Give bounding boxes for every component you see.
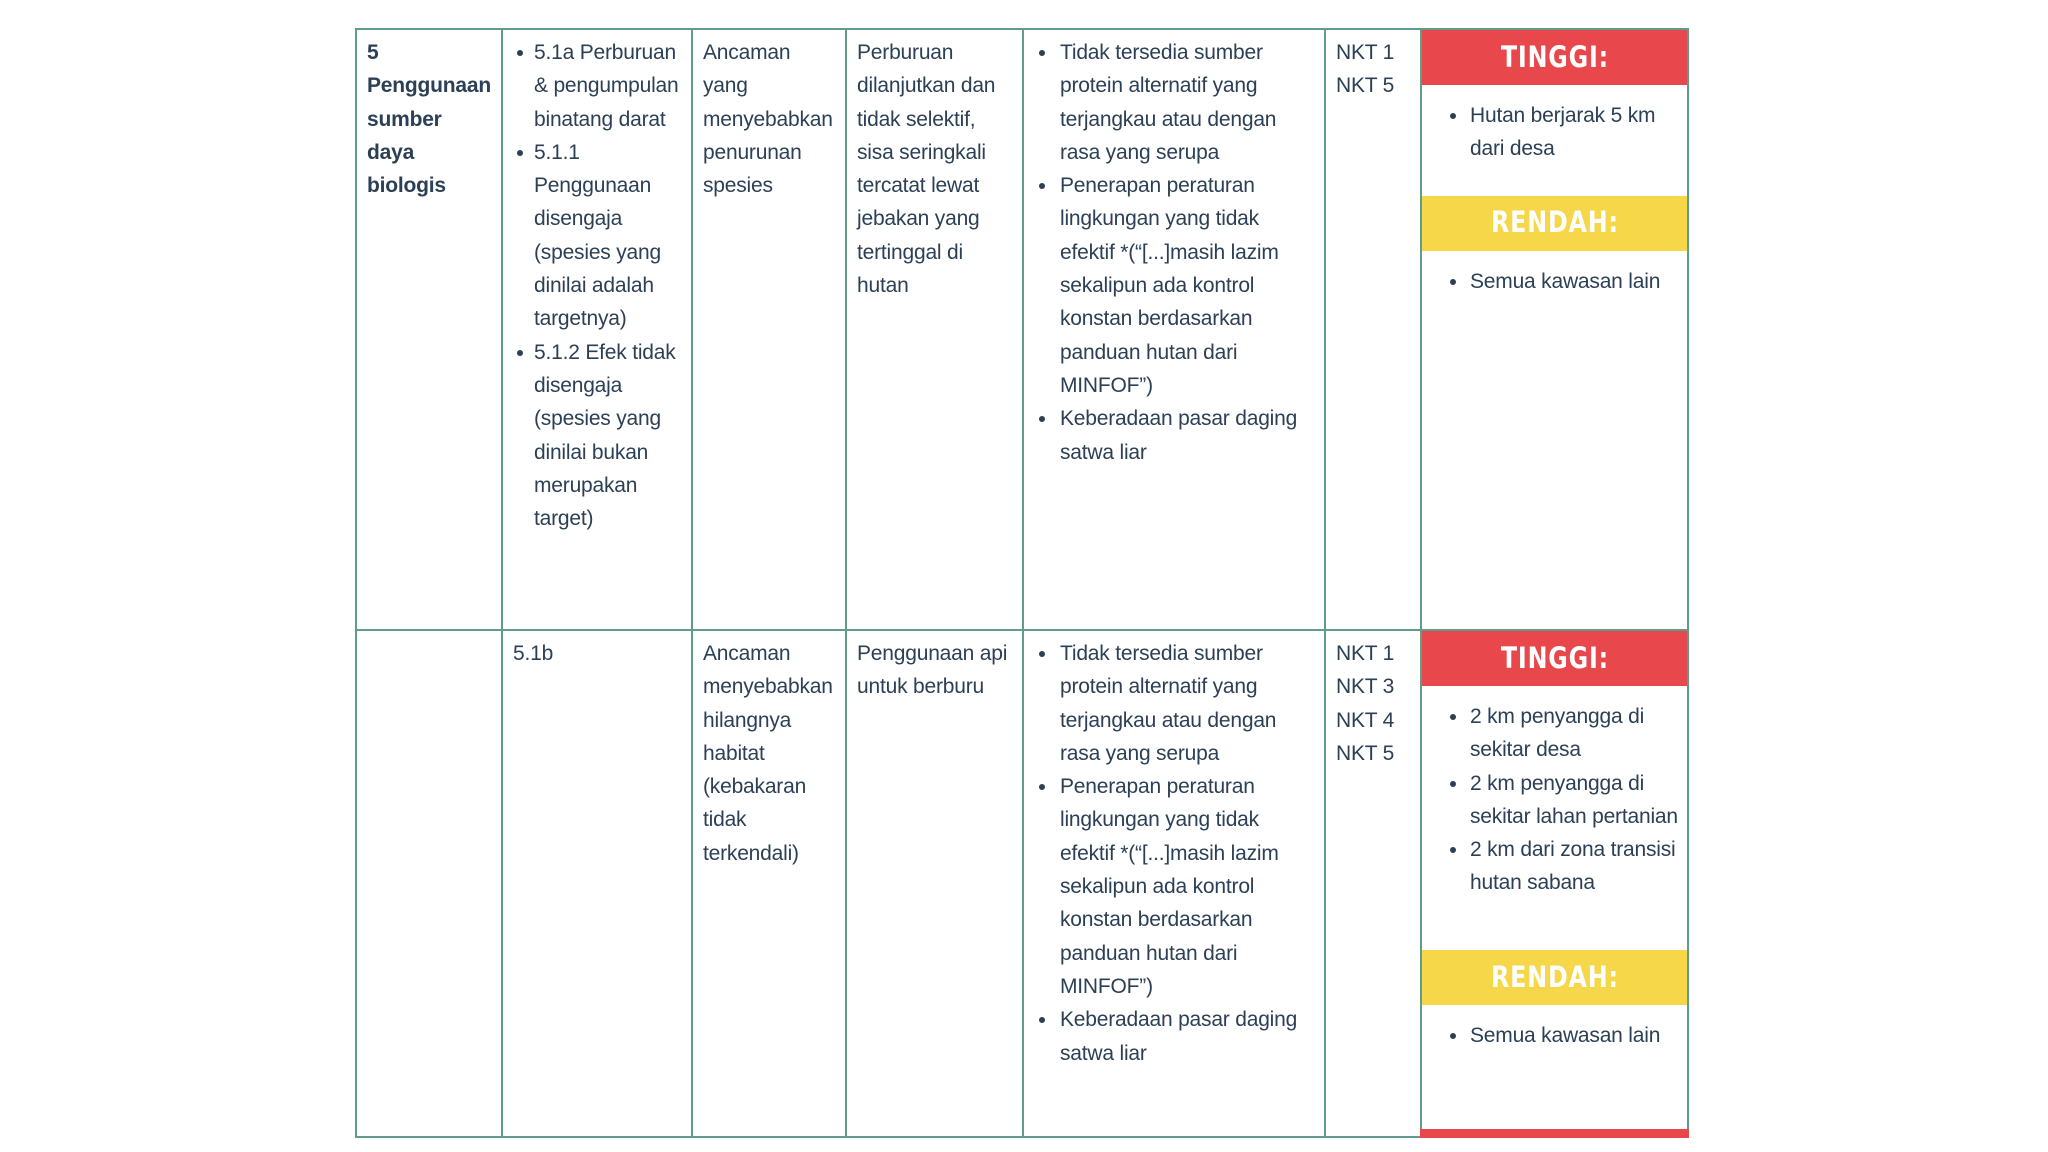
nkt-label: NKT 1 (1336, 642, 1395, 665)
list-item: 5.1.1 Penggunaan disengaja (spesies yang dinilai adalah targetnya) (513, 136, 683, 336)
threat-text: Ancaman yang menyebabkan penurunan spesies (703, 41, 833, 198)
list-item: Penerapan peraturan lingkungan yang tidak efektif *(“[...]masih lazim sekalipun ada kontrol konstan berdasarkan panduan hutan dari MINFOF”) (1034, 169, 1316, 402)
high-risk-band-edge (1420, 1129, 1689, 1138)
category-cell (355, 28, 501, 629)
list-item: Tidak tersedia sumber protein alternatif yang terjangkau atau dengan rasa yang serupa (1034, 637, 1316, 770)
high-risk-header: TINGGI: (1422, 30, 1687, 85)
list-item: 2 km dari zona transisi hutan sabana (1442, 833, 1679, 900)
threat-text: Ancaman menyebabkan hilangnya habitat (kebakaran tidak terkendali) (703, 642, 833, 865)
description-cell (845, 28, 1022, 629)
risk-level-cell (1420, 629, 1689, 1138)
description-text: Penggunaan api untuk berburu (857, 642, 1008, 699)
nkt-cell (1324, 629, 1420, 1138)
description-cell (845, 629, 1022, 1138)
low-risk-list (1442, 1019, 1679, 1052)
list-item: Keberadaan pasar daging satwa liar (1034, 402, 1316, 469)
category-cell (355, 629, 501, 1138)
table-row (355, 28, 1689, 629)
drivers-list (1034, 637, 1316, 1070)
threat-assessment-table (355, 28, 1689, 1138)
threat-cell (691, 28, 845, 629)
low-risk-header: RENDAH: (1422, 950, 1687, 1005)
nkt-cell (1324, 28, 1420, 629)
code-cell (501, 629, 691, 1138)
code-cell (501, 28, 691, 629)
list-item: 5.1.2 Efek tidak disengaja (spesies yang dinilai bukan merupakan target) (513, 336, 683, 536)
list-item: 5.1a Perburuan & pengumpulan binatang darat (513, 36, 683, 136)
list-item: Hutan berjarak 5 km dari desa (1442, 99, 1679, 166)
nkt-label: NKT 5 (1336, 74, 1395, 98)
low-risk-header: RENDAH: (1422, 196, 1687, 251)
list-item: Tidak tersedia sumber protein alternatif yang terjangkau atau dengan rasa yang serupa (1034, 36, 1316, 169)
nkt-label: NKT 5 (1336, 741, 1395, 765)
list-item: 2 km penyangga di sekitar desa (1442, 700, 1679, 767)
drivers-list (1034, 36, 1316, 469)
list-item: Keberadaan pasar daging satwa liar (1034, 1003, 1316, 1070)
risk-level-cell (1420, 28, 1689, 629)
category-name: Penggunaan sumber daya biologis (367, 74, 492, 198)
drivers-cell (1022, 629, 1324, 1138)
list-item: Semua kawasan lain (1442, 1019, 1679, 1052)
high-risk-list (1442, 99, 1679, 166)
list-item: 2 km penyangga di sekitar lahan pertanian (1442, 767, 1679, 834)
list-item: Penerapan peraturan lingkungan yang tidak efektif *(“[...]masih lazim sekalipun ada kontrol konstan berdasarkan panduan hutan dari MINFOF”) (1034, 770, 1316, 1003)
low-risk-list (1442, 265, 1679, 298)
high-risk-header: TINGGI: (1422, 631, 1687, 686)
high-risk-list (1442, 700, 1679, 900)
table-row (355, 629, 1689, 1138)
list-item: Semua kawasan lain (1442, 265, 1679, 298)
nkt-label: NKT 1 (1336, 41, 1395, 64)
drivers-cell (1022, 28, 1324, 629)
code-text: 5.1b (513, 642, 554, 665)
threat-cell (691, 629, 845, 1138)
nkt-label: NKT 4 (1336, 708, 1395, 732)
description-text: Perburuan dilanjutkan dan tidak selektif, sisa seringkali tercatat lewat jebakan yang tertinggal di hutan (857, 41, 996, 298)
category-number: 5 (367, 41, 379, 64)
code-list (513, 36, 683, 535)
nkt-label: NKT 3 (1336, 675, 1395, 699)
